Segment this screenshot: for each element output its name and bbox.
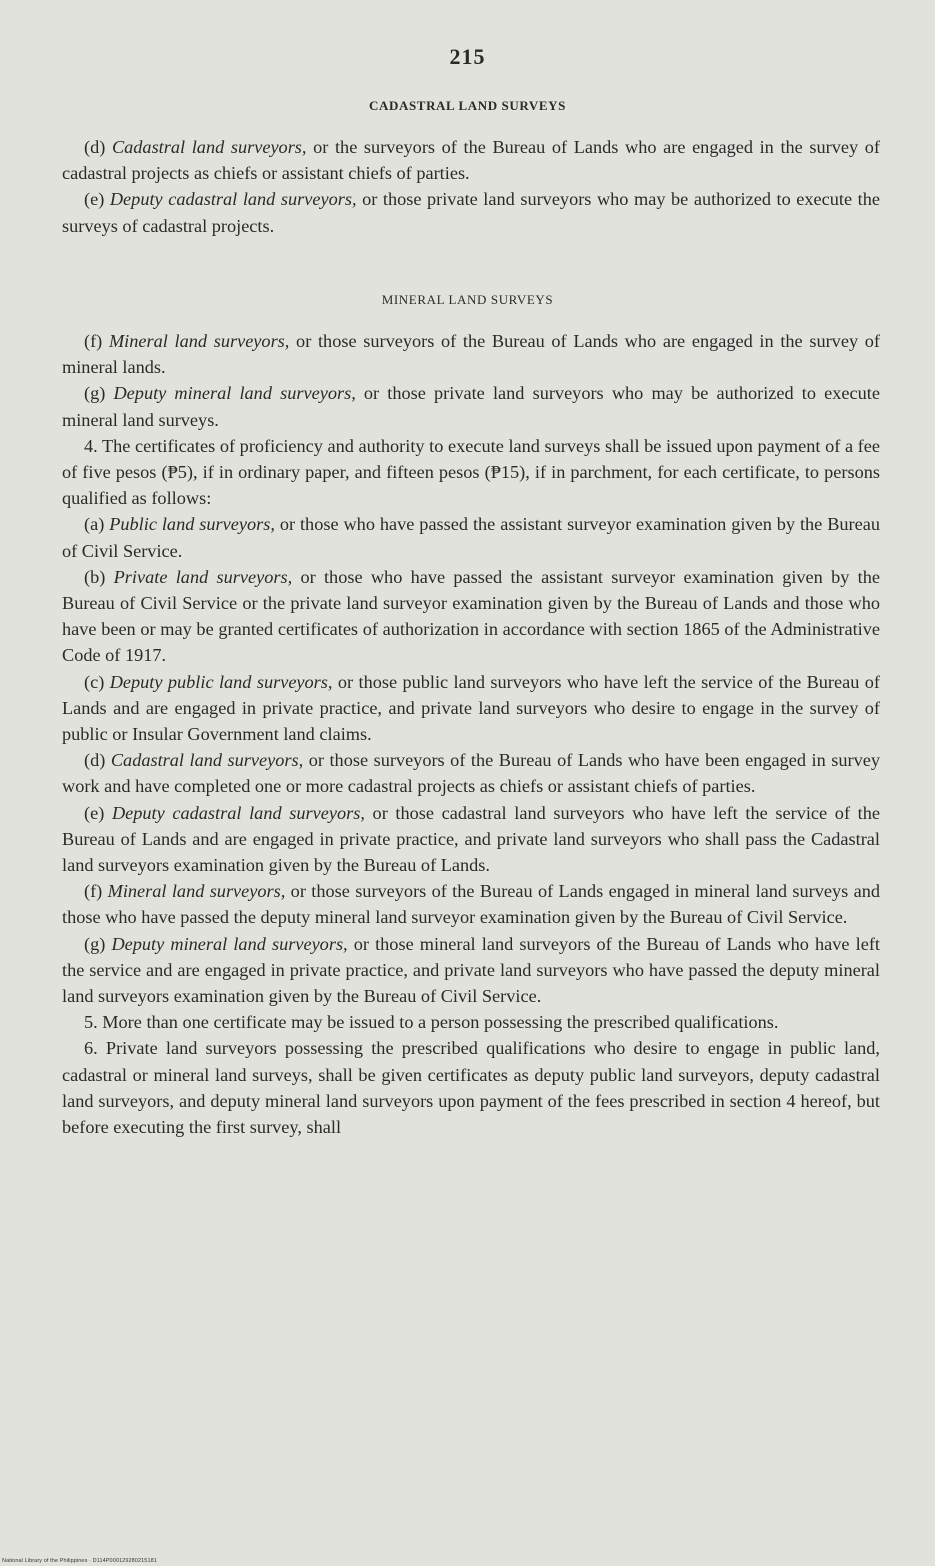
paragraph-text: or those surveyors of the Bureau of Lands who have been engaged in survey work and have completed one or more cadastral projects as chiefs or assistant chiefs of parties. xyxy=(62,750,881,797)
defined-term: Deputy mineral land surveyors, xyxy=(113,383,356,404)
paragraph-label: (e) xyxy=(84,802,105,823)
section-heading-cadastral: CADASTRAL LAND SURVEYS xyxy=(369,98,566,113)
defined-term: Mineral land surveyors, xyxy=(107,881,286,902)
paragraph-label: (b) xyxy=(84,566,106,587)
defined-term: Public land surveyors, xyxy=(109,514,275,535)
paragraph xyxy=(62,380,880,432)
defined-term: Private land surveyors, xyxy=(113,566,293,587)
paragraph xyxy=(62,1009,880,1035)
paragraph-label: (c) xyxy=(84,671,105,692)
paragraph-text: or those private land surveyors who may be authorized to execute the surveys of cadastral projects. xyxy=(62,189,881,236)
defined-term: Deputy cadastral land surveyors, xyxy=(109,189,357,210)
paragraph-label: (a) xyxy=(84,514,105,535)
paragraph-text: or those mineral land surveyors of the Bureau of Lands who have left the service and are engaged in private practice, and private land surveyors who have passed the deputy mineral land surveyors examination given by the Bureau of Civil Service. xyxy=(62,933,880,1007)
paragraph-text: or those private land surveyors who may be authorized to execute mineral land surveys. xyxy=(62,383,880,430)
defined-term: Deputy mineral land surveyors, xyxy=(111,933,348,954)
paragraph xyxy=(62,186,880,238)
paragraph xyxy=(62,328,880,380)
section-heading-mineral: MINERAL LAND SURVEYS xyxy=(381,292,554,307)
paragraph xyxy=(62,433,880,512)
paragraph-text: or the surveyors of the Bureau of Lands who are engaged in the survey of cadastral projects as chiefs or assistant chiefs of parties. xyxy=(62,137,880,184)
paragraph-label: (f) xyxy=(84,331,103,351)
cadastral-section-body xyxy=(62,134,880,239)
paragraph xyxy=(62,931,880,1010)
paragraph-text: or those surveyors of the Bureau of Lands engaged in mineral land surveys and those who have passed the deputy mineral land surveyor examination given by the Bureau of Civil Service. xyxy=(62,881,880,928)
paragraph-text: 5. More than one certificate may be issued to a person possessing the prescribed qualifications. xyxy=(84,1012,779,1033)
paragraph-label: (d) xyxy=(84,137,106,157)
mineral-section-body xyxy=(62,328,880,1140)
paragraph-text: or those who have passed the assistant surveyor examination given by the Bureau of Civil Service or the private land surveyor examination given by the Bureau of Lands and those who have been or may be granted certificates of authorization in accordance with section 1865 of the Administrative Code of 1917. xyxy=(62,566,881,666)
paragraph-text: or those who have passed the assistant surveyor examination given by the Bureau of Civil Service. xyxy=(62,514,880,561)
paragraph-text: or those cadastral land surveyors who have left the service of the Bureau of Lands and are engaged in private practice, and private land surveyors who shall pass the Cadastral land surveyors examination given by the Bureau of Lands. xyxy=(62,802,881,876)
defined-term: Deputy cadastral land surveyors, xyxy=(111,802,365,823)
paragraph xyxy=(62,800,880,879)
page-number: 215 xyxy=(449,44,486,69)
defined-term: Cadastral land surveyors, xyxy=(111,137,307,157)
paragraph-text: 6. Private land surveyors possessing the prescribed qualifications who desire to engage in public land, cadastral or mineral land surveys, shall be given certificates as deputy public land surveyors, deputy cadastral land surveyors, and deputy mineral land surveyors upon payment of the fees prescribed in section 4 hereof, but before executing the first survey, shall xyxy=(62,1038,880,1138)
paragraph xyxy=(62,1035,880,1140)
paragraph-label: (g) xyxy=(84,933,106,954)
paragraph xyxy=(62,511,880,563)
footer-archive-note: National Library of the Philippines · D114P000129280215181 xyxy=(2,1558,157,1564)
paragraph xyxy=(62,564,880,669)
paragraph xyxy=(62,669,880,748)
paragraph-label: (e) xyxy=(84,189,105,210)
defined-term: Mineral land surveyors, xyxy=(108,331,290,351)
defined-term: Cadastral land surveyors, xyxy=(110,750,304,771)
paragraph-label: (g) xyxy=(84,383,106,404)
paragraph-text: or those surveyors of the Bureau of Lands who are engaged in the survey of mineral lands. xyxy=(62,331,880,378)
paragraph-label: (f) xyxy=(84,881,103,902)
paragraph-text: or those public land surveyors who have left the service of the Bureau of Lands and are engaged in private practice, and private land surveyors who desire to engage in the survey of public or Insular Government land claims. xyxy=(62,671,880,745)
paragraph-text: 4. The certificates of proficiency and authority to execute land surveys shall be issued upon payment of a fee of five pesos (₱5), if in ordinary paper, and fifteen pesos (₱15), if in parchment, for each certificate, to persons qualified as follows: xyxy=(62,435,880,509)
paragraph xyxy=(62,134,880,186)
paragraph xyxy=(62,747,880,799)
paragraph-label: (d) xyxy=(84,750,106,771)
defined-term: Deputy public land surveyors, xyxy=(109,671,333,692)
paragraph xyxy=(62,878,880,930)
